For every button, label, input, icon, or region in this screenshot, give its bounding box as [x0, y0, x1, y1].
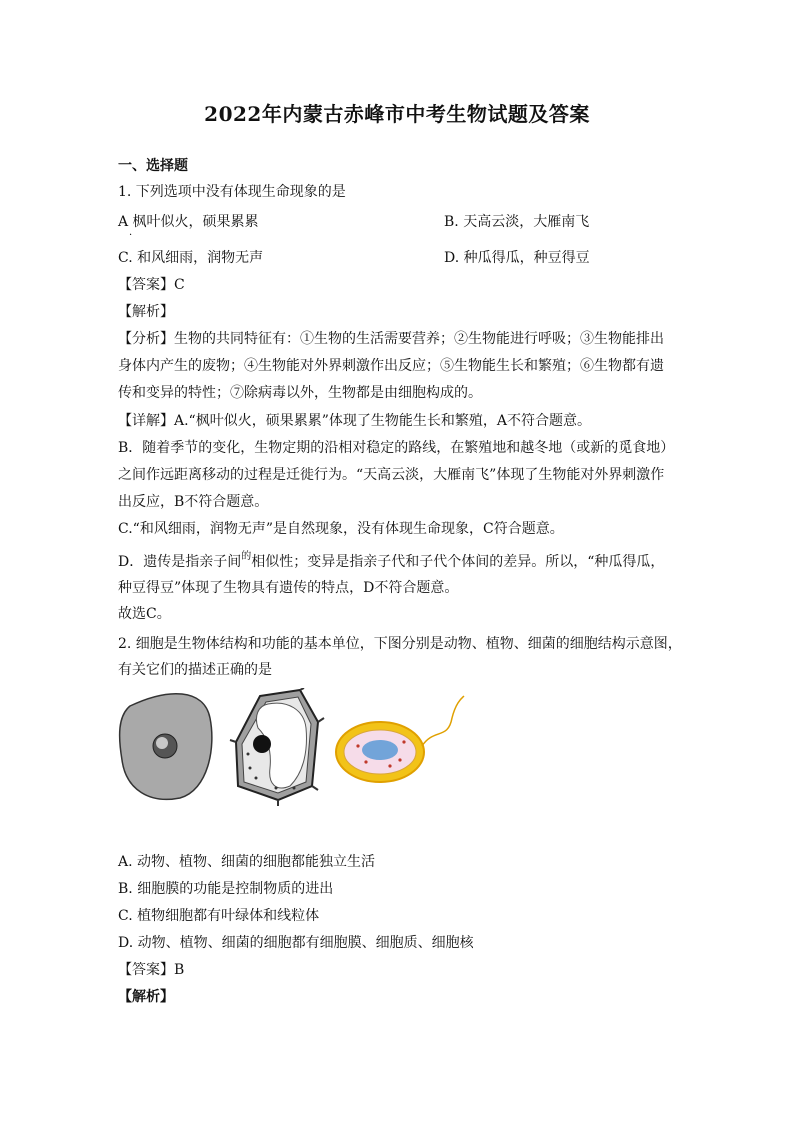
q2-stem-line-2: 有关它们的描述正确的是 [118, 662, 272, 678]
q1-explain-b-2: 之间作远距离移动的过程是迁徙行为。“天高云淡，大雁南飞”体现了生物能对外界刺激作 [118, 467, 665, 483]
explain-d-part-1: D．遗传是指亲子间 [118, 554, 242, 570]
q1-conclusion: 故选C。 [118, 606, 171, 622]
q2-stem-line-1: 2. 细胞是生物体结构和功能的基本单位，下图分别是动物、植物、细菌的细胞结构示意图， [118, 636, 682, 652]
q1-option-b: B. 天高云淡，大雁南飞 [444, 214, 590, 230]
q2-option-b: B. 细胞膜的功能是控制物质的进出 [118, 881, 334, 897]
q1-fenxi-line-2: 身体内产生的废物；④生物能对外界刺激作出反应；⑤生物能生长和繁殖；⑥生物都有遗 [118, 358, 664, 374]
plant-cell [230, 688, 324, 806]
q1-explain-d-2: 种豆得豆”体现了生物具有遗传的特点，D不符合题意。 [118, 580, 459, 596]
q1-fenxi-line-1: 【分析】生物的共同特征有：①生物的生活需要营养；②生物能进行呼吸；③生物能排出 [118, 331, 664, 347]
q1-option-d: D. 种瓜得瓜，种豆得豆 [444, 250, 590, 266]
q2-option-c: C. 植物细胞都有叶绿体和线粒体 [118, 908, 320, 924]
q2-analysis-heading: 【解析】 [118, 989, 174, 1005]
q1-answer: 【答案】C [118, 277, 185, 293]
q1-explain-c: C.“和风细雨，润物无声”是自然现象，没有体现生命现象，C符合题意。 [118, 521, 564, 537]
q1-explain-b-1: B．随着季节的变化，生物定期的沿相对稳定的路线，在繁殖地和越冬地（或新的觅食地） [118, 440, 675, 456]
explain-d-superscript: 的 [241, 551, 252, 562]
explain-d-part-2: 相似性；变异是指亲子代和子代个体间的差异。所以，“种瓜得瓜， [251, 554, 665, 570]
q2-option-a: A. 动物、植物、细菌的细胞都能独立生活 [118, 854, 376, 870]
q1-option-c: C. 和风细雨，润物无声 [118, 250, 264, 266]
cell-diagram-figure [118, 688, 468, 808]
animal-cell [120, 694, 212, 800]
q1-explain-b-3: 出反应，B不符合题意。 [118, 494, 269, 510]
option-a-dot: · [129, 230, 133, 241]
q1-stem: 1. 下列选项中没有体现生命现象的是 [118, 184, 346, 200]
q1-xiangjie-line-1: 【详解】A.“枫叶似火，硕果累累”体现了生物能生长和繁殖，A不符合题意。 [118, 413, 591, 429]
q1-option-a: A 枫叶似火，硕果累累 [118, 214, 259, 230]
bacterium-cell [336, 696, 464, 782]
q2-option-d: D. 动物、植物、细菌的细胞都有细胞膜、细胞质、细胞核 [118, 935, 474, 951]
q2-answer: 【答案】B [118, 962, 185, 978]
q1-explain-d-1 [118, 552, 664, 574]
page-title: 2022年内蒙古赤峰市中考生物试题及答案 [204, 102, 590, 126]
section-heading: 一、选择题 [118, 158, 188, 174]
q1-fenxi-line-3: 传和变异的特性；⑦除病毒以外，生物都是由细胞构成的。 [118, 385, 482, 401]
q1-analysis-heading: 【解析】 [118, 304, 174, 320]
